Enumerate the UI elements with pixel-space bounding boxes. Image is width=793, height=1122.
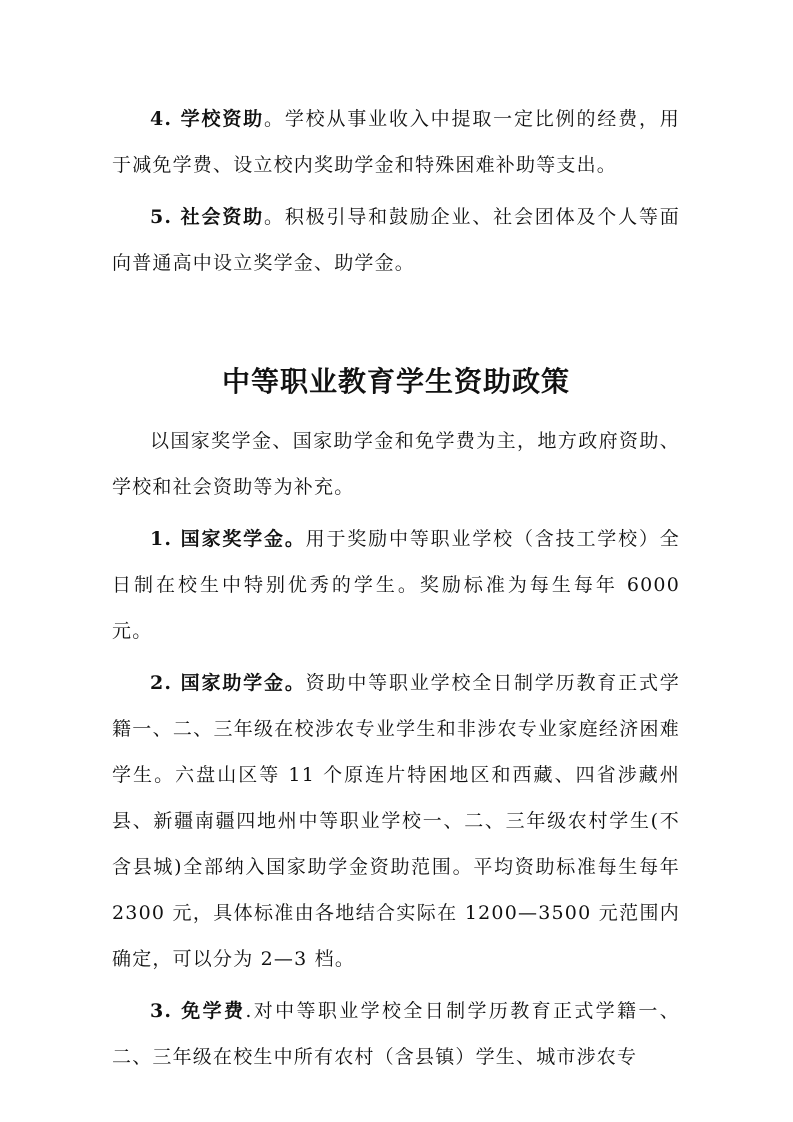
paragraph-social-aid [112,194,680,286]
paragraph-national-grant [112,660,680,982]
paragraph-school-aid [112,96,680,188]
paragraph-lead: 4. 学校资助 [150,108,265,130]
paragraph-body: 用于奖励中等职业学校（含技工学校）全日制在校生中特别优秀的学生。奖励标准为每生每年 6000 元。 [112,528,680,642]
paragraph-intro: 以国家奖学金、国家助学金和免学费为主，地方政府资助、学校和社会资助等为补充。 [112,430,680,498]
document-page [112,96,680,1086]
paragraph-body: .对中等职业学校全日制学历教育正式学籍一、二、三年级在校生中所有农村（含县镇）学生、城市涉农专 [112,1000,680,1068]
paragraph-lead: 3. 免学费 [150,1000,246,1022]
paragraph-tuition-waiver [112,988,680,1080]
paragraph-body: 。积极引导和鼓励企业、社会团体及个人等面向普通高中设立奖学金、助学金。 [112,206,680,274]
paragraph-lead: 2. 国家助学金。 [150,672,306,694]
paragraph-body: 资助中等职业学校全日制学历教育正式学籍一、二、三年级在校涉农专业学生和非涉农专业家庭经济困难学生。六盘山区等 11 个原连片特困地区和西藏、四省涉藏州县、新疆南疆四地州中等职业学校一、二、三年级农村学生(不含县城)全部纳入国家助学金资助范围。平均资助标准每生每年 2300 元，具体标准由各地结合实际在 1200—3500 元范围内确定，可以分为 2—3 档。 [112,672,680,970]
paragraph-body: 。学校从事业收入中提取一定比例的经费，用于减免学费、设立校内奖助学金和特殊困难补助等支出。 [112,108,680,176]
section-title: 中等职业教育学生资助政策 [221,365,570,398]
paragraph-lead: 1. 国家奖学金。 [150,528,306,550]
paragraph-national-scholarship [112,516,680,654]
paragraph-lead: 5. 社会资助 [150,206,265,228]
